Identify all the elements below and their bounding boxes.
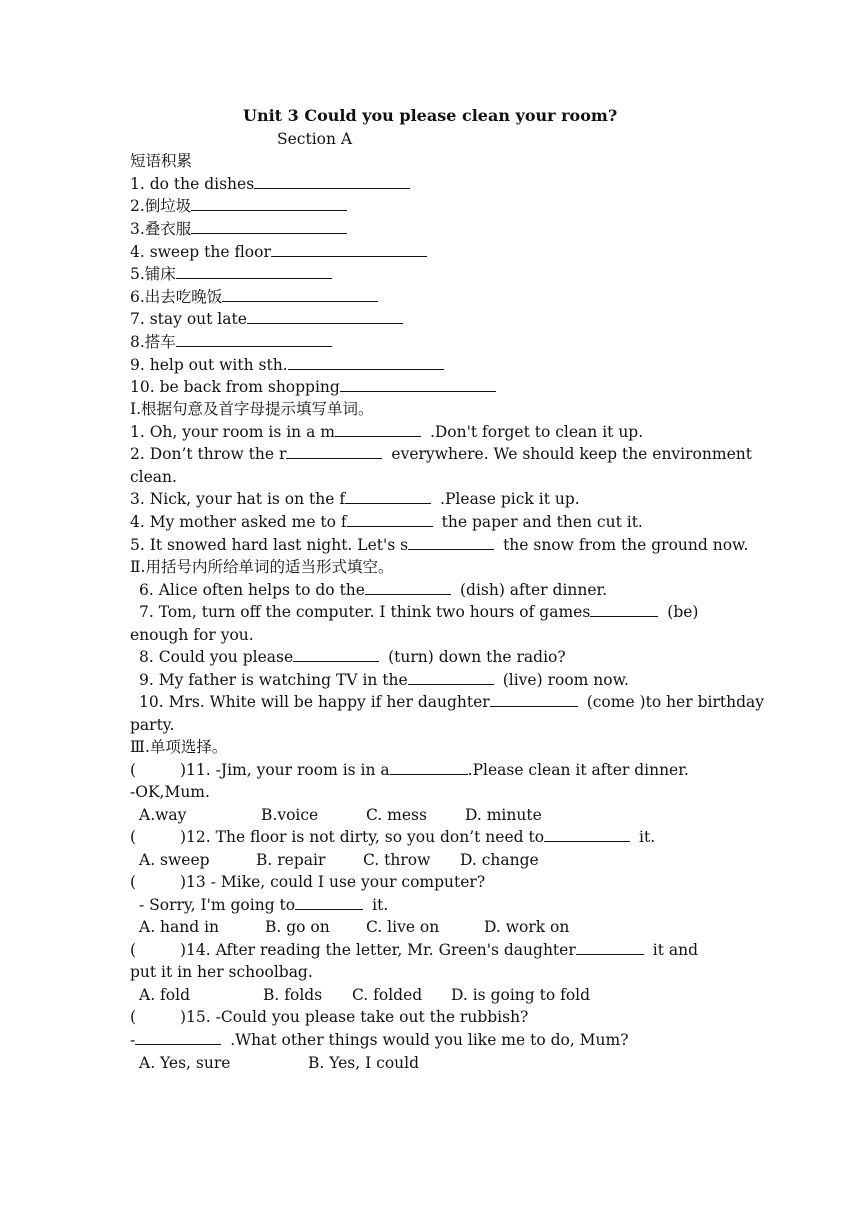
option-c[interactable]: C. throw	[363, 851, 431, 869]
question-14-cont: put it in her schoolbag.	[130, 963, 313, 981]
phrase-item: 3.叠衣服	[130, 218, 347, 240]
question-7-cont: enough for you.	[130, 626, 254, 644]
option-c[interactable]: C. live on	[366, 918, 440, 936]
answer-blank[interactable]	[191, 218, 347, 234]
phrase-item: 2.倒垃圾	[130, 195, 347, 217]
phrase-item: 4. sweep the floor	[130, 241, 427, 263]
option-a[interactable]: A. fold	[139, 986, 190, 1004]
answer-blank[interactable]	[490, 691, 578, 707]
answer-blank[interactable]	[345, 488, 431, 504]
phrase-item: 8.搭车	[130, 331, 332, 353]
answer-blank[interactable]	[576, 939, 644, 955]
answer-paren[interactable]: (	[130, 828, 137, 846]
option-b[interactable]: B. Yes, I could	[308, 1054, 420, 1072]
answer-blank[interactable]	[254, 173, 410, 189]
answer-paren[interactable]: (	[130, 1008, 137, 1026]
answer-blank[interactable]	[293, 646, 379, 662]
question-13: )13 - Mike, could I use your computer?	[180, 873, 486, 891]
answer-blank[interactable]	[335, 421, 421, 437]
question-2: 2. Don’t throw the r everywhere. We should keep the environment	[130, 445, 752, 463]
answer-blank[interactable]	[347, 511, 433, 527]
answer-paren[interactable]: (	[130, 941, 137, 959]
answer-blank[interactable]	[191, 195, 347, 211]
section-1-heading: I.根据句意及首字母提示填写单词。	[130, 400, 374, 418]
answer-paren[interactable]: (	[130, 761, 137, 779]
question-12: )12. The floor is not dirty, so you don’t need to it.	[180, 828, 656, 846]
answer-blank[interactable]	[365, 579, 451, 595]
answer-blank[interactable]	[295, 894, 363, 910]
option-a[interactable]: A. Yes, sure	[139, 1054, 231, 1072]
question-14: )14. After reading the letter, Mr. Green's daughter it and	[180, 941, 699, 959]
question-7: 7. Tom, turn off the computer. I think two hours of games (be)	[139, 603, 699, 621]
answer-blank[interactable]	[390, 759, 468, 775]
question-13-reply: - Sorry, I'm going to it.	[139, 896, 389, 914]
question-5: 5. It snowed hard last night. Let's s the snow from the ground now.	[130, 536, 749, 554]
option-c[interactable]: C. mess	[366, 806, 427, 824]
answer-blank[interactable]	[408, 669, 494, 685]
question-15-reply: - .What other things would you like me to do, Mum?	[130, 1031, 629, 1049]
question-3: 3. Nick, your hat is on the f .Please pick it up.	[130, 490, 580, 508]
section-2-heading: Ⅱ.用括号内所给单词的适当形式填空。	[130, 558, 394, 576]
answer-blank[interactable]	[544, 826, 630, 842]
option-d[interactable]: D. work on	[484, 918, 570, 936]
answer-blank[interactable]	[247, 308, 403, 324]
option-b[interactable]: B. go on	[265, 918, 330, 936]
question-9: 9. My father is watching TV in the (live) room now.	[139, 671, 629, 689]
option-a[interactable]: A.way	[139, 806, 187, 824]
section-subtitle: Section A	[277, 130, 353, 148]
option-d[interactable]: D. change	[460, 851, 539, 869]
phrases-heading: 短语积累	[130, 152, 193, 170]
question-6: 6. Alice often helps to do the (dish) after dinner.	[139, 581, 608, 599]
section-3-heading: Ⅲ.单项选择。	[130, 738, 228, 756]
answer-blank[interactable]	[590, 601, 658, 617]
page-title: Unit 3 Could you please clean your room?	[243, 106, 618, 125]
option-b[interactable]: B. folds	[263, 986, 323, 1004]
question-2-cont: clean.	[130, 468, 177, 486]
question-11: )11. -Jim, your room is in a .Please clean it after dinner.	[180, 761, 689, 779]
answer-paren[interactable]: (	[130, 873, 137, 891]
answer-blank[interactable]	[286, 443, 382, 459]
question-8: 8. Could you please (turn) down the radio?	[139, 648, 566, 666]
answer-blank[interactable]	[176, 263, 332, 279]
answer-blank[interactable]	[135, 1029, 221, 1045]
question-10-cont: party.	[130, 716, 175, 734]
answer-blank[interactable]	[271, 241, 427, 257]
question-10: 10. Mrs. White will be happy if her daughter (come )to her birthday	[139, 693, 764, 711]
question-4: 4. My mother asked me to f the paper and then cut it.	[130, 513, 643, 531]
option-c[interactable]: C. folded	[352, 986, 423, 1004]
question-1: 1. Oh, your room is in a m .Don't forget to clean it up.	[130, 423, 644, 441]
phrase-item: 1. do the dishes	[130, 173, 410, 195]
phrase-item: 10. be back from shopping	[130, 376, 496, 398]
option-b[interactable]: B.voice	[261, 806, 319, 824]
option-d[interactable]: D. is going to fold	[451, 986, 591, 1004]
option-d[interactable]: D. minute	[465, 806, 542, 824]
option-a[interactable]: A. hand in	[139, 918, 220, 936]
question-15: )15. -Could you please take out the rubbish?	[180, 1008, 529, 1026]
option-b[interactable]: B. repair	[256, 851, 326, 869]
answer-blank[interactable]	[288, 354, 444, 370]
answer-blank[interactable]	[222, 286, 378, 302]
phrase-item: 7. stay out late	[130, 308, 403, 330]
phrase-item: 5.铺床	[130, 263, 332, 285]
question-11-reply: -OK,Mum.	[130, 783, 210, 801]
phrase-item: 6.出去吃晚饭	[130, 286, 378, 308]
phrase-item: 9. help out with sth.	[130, 354, 444, 376]
answer-blank[interactable]	[176, 331, 332, 347]
option-a[interactable]: A. sweep	[139, 851, 210, 869]
answer-blank[interactable]	[408, 534, 494, 550]
answer-blank[interactable]	[340, 376, 496, 392]
